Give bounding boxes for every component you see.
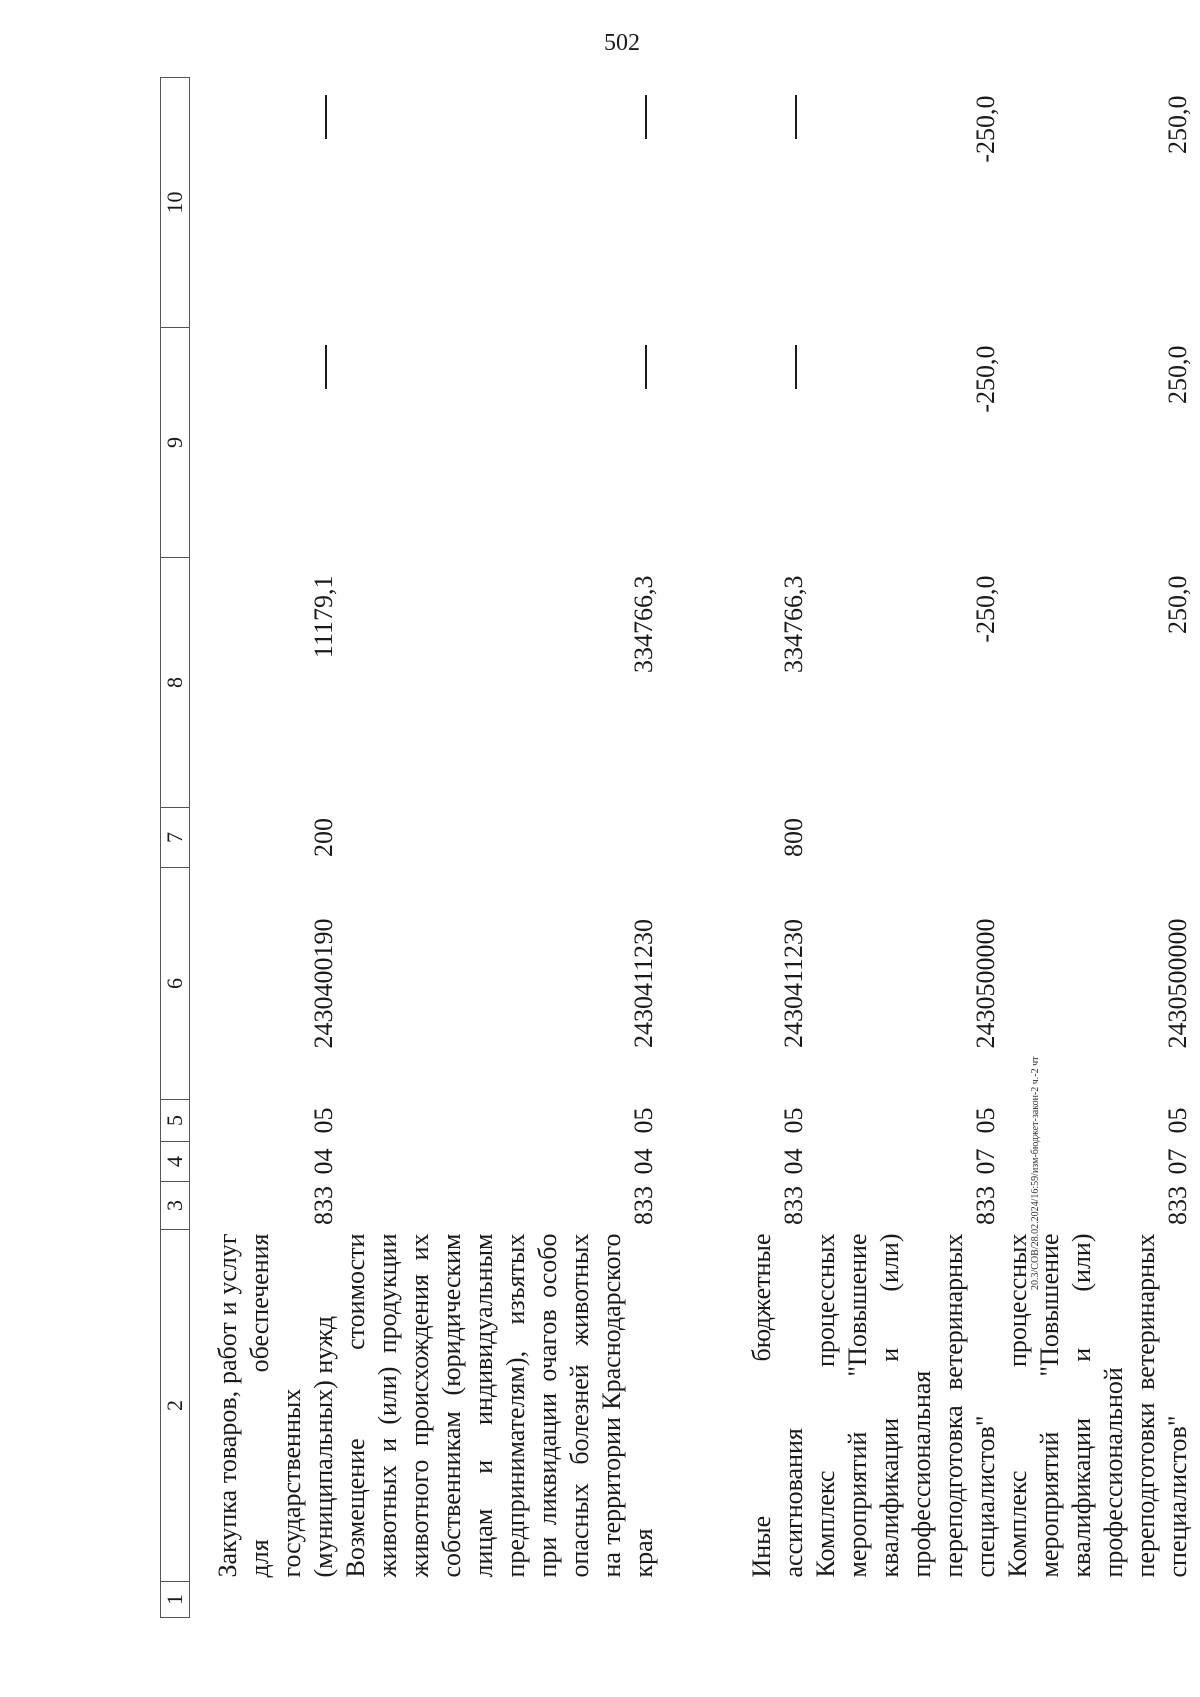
cell-target-article: 2430411230: [628, 918, 658, 1049]
cell-c1: [810, 1582, 1002, 1618]
table-row: [1002, 78, 1194, 1618]
cell-amount-10: -250,0: [970, 95, 1000, 163]
table-row: [810, 78, 1002, 1618]
cell-c1: [190, 1582, 340, 1618]
cell-section: 04: [778, 1148, 808, 1175]
cell-amount-8: -250,0: [970, 575, 1000, 643]
col-header-2: 2: [161, 1230, 190, 1582]
cell-amount-8: 334766,3: [628, 575, 658, 673]
col-header-1: 1: [161, 1582, 190, 1618]
cell-section: 04: [628, 1148, 658, 1175]
col-header-8: 8: [161, 558, 190, 808]
cell-section: 07: [970, 1148, 1000, 1175]
dash-icon: [795, 346, 797, 390]
dash-icon: [795, 96, 797, 140]
cell-expense-type: 200: [308, 818, 338, 857]
cell-subsection: 05: [778, 1107, 808, 1134]
cell-target-article: 2430500000: [970, 918, 1000, 1049]
cell-section: 04: [308, 1148, 338, 1175]
cell-description: Комплекс процессных мероприятий "Повышение квалификации и (или) профессиональная переподготовка ветеринарных специалистов": [810, 1233, 1000, 1578]
col-header-3: 3: [161, 1182, 190, 1230]
cell-subsection: 05: [628, 1107, 658, 1134]
cell-amount-10: 250,0: [1162, 95, 1192, 154]
dash-icon: [645, 346, 647, 390]
rotated-table-container: [160, 78, 1192, 1618]
cell-department: 833: [628, 1186, 658, 1225]
cell-department: 833: [1162, 1186, 1192, 1225]
cell-department: 833: [308, 1186, 338, 1225]
page-number: 502: [604, 30, 640, 56]
table-row: [190, 78, 340, 1618]
cell-amount-9: [190, 328, 340, 558]
cell-expense-type: [340, 808, 660, 868]
cell-amount-9: [340, 328, 660, 558]
col-header-9: 9: [161, 328, 190, 558]
cell-amount-8: 11179,1: [308, 575, 338, 659]
col-header-6: 6: [161, 868, 190, 1100]
footer-stamp: 20.3/СОВ/28.02.2024/16:59/изм-бюджет-закон-2 ч.-2 чт: [1030, 1056, 1041, 1290]
cell-subsection: 05: [970, 1107, 1000, 1134]
cell-description: Закупка товаров, работ и услуг для обеспечения государственных (муниципальных) нужд: [212, 1233, 338, 1578]
cell-description: Иные бюджетные ассигнования: [746, 1233, 808, 1578]
table-row: [660, 78, 810, 1618]
cell-section: 07: [1162, 1148, 1192, 1175]
cell-target-article: 2430500000: [1162, 918, 1192, 1049]
cell-expense-type: 800: [778, 818, 808, 857]
dash-icon: [325, 346, 327, 390]
cell-expense-type: [1002, 808, 1194, 868]
cell-target-article: 2430411230: [778, 918, 808, 1049]
col-header-4: 4: [161, 1142, 190, 1182]
header-row: [161, 78, 190, 1618]
cell-target-article: 2430400190: [308, 918, 338, 1049]
cell-department: 833: [970, 1186, 1000, 1225]
cell-subsection: 05: [1162, 1107, 1192, 1134]
cell-amount-10: [190, 78, 340, 328]
cell-c1: [660, 1582, 810, 1618]
cell-amount-9: [660, 328, 810, 558]
cell-subsection: 05: [308, 1107, 338, 1134]
cell-amount-10: [660, 78, 810, 328]
col-header-7: 7: [161, 808, 190, 868]
cell-amount-8: 250,0: [1162, 575, 1192, 634]
dash-icon: [645, 96, 647, 140]
col-header-10: 10: [161, 78, 190, 328]
cell-amount-9: 250,0: [1162, 345, 1192, 404]
cell-description: Комплекс процессных мероприятий "Повышение квалификации и (или) профессиональной переподготовки ветеринарных специалистов": [1002, 1233, 1192, 1578]
cell-amount-8: 334766,3: [778, 575, 808, 673]
table-row: [340, 78, 660, 1618]
col-header-5: 5: [161, 1100, 190, 1142]
cell-expense-type: [810, 808, 1002, 868]
cell-amount-10: [340, 78, 660, 328]
budget-table: [160, 77, 1194, 1618]
cell-c1: [1002, 1582, 1194, 1618]
cell-department: 833: [778, 1186, 808, 1225]
cell-amount-9: -250,0: [970, 345, 1000, 413]
cell-description: Возмещение стоимости животных и (или) продукции животного происхождения их собственникам (юридическим лицам и индивидуальным предпринимателям), изъятых при ликвидации очагов особо опасных болезней животных на территории Краснодарского края: [340, 1233, 658, 1578]
cell-c1: [340, 1582, 660, 1618]
dash-icon: [325, 96, 327, 140]
